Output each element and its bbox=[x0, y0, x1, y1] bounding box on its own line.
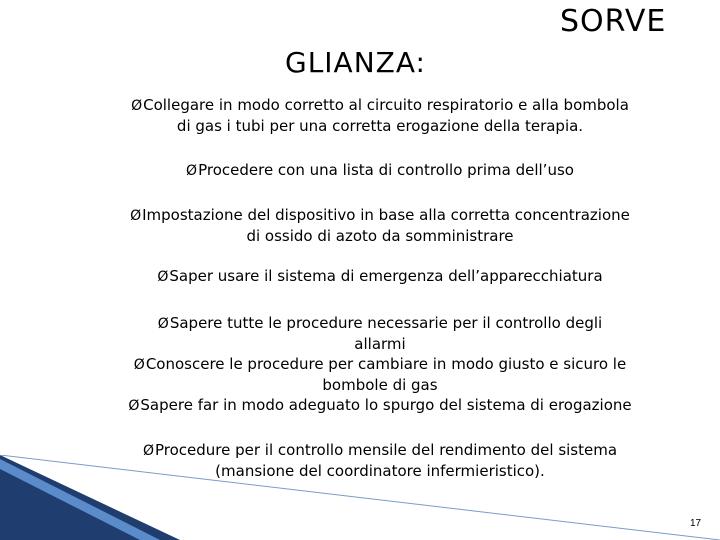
bullet-text: allarmi bbox=[354, 335, 406, 353]
bullet-text: Procedure per il controllo mensile del rendimento del sistema bbox=[154, 441, 618, 459]
bullet-text: Impostazione del dispositivo in base alla corretta concentrazione bbox=[142, 206, 630, 224]
footer-decoration bbox=[0, 455, 720, 540]
bullet-4 bbox=[100, 266, 660, 287]
bullet-1 bbox=[100, 95, 660, 136]
bullet-text: di gas i tubi per una corretta erogazione della terapia. bbox=[176, 117, 584, 135]
page-number: 17 bbox=[690, 518, 702, 529]
bullet-text: (mansione del coordinatore infermieristico). bbox=[215, 462, 545, 480]
bullet-text: Procedere con una lista di controllo prima dell’uso bbox=[198, 161, 574, 179]
arrow-bullet-icon: Ø bbox=[128, 398, 140, 414]
arrow-bullet-icon: Ø bbox=[133, 357, 145, 373]
bullet-text: Conoscere le procedure per cambiare in modo giusto e sicuro le bbox=[145, 355, 627, 373]
arrow-bullet-icon: Ø bbox=[131, 98, 143, 114]
arrow-bullet-icon: Ø bbox=[157, 316, 169, 332]
bullet-text: Saper usare il sistema di emergenza dell’apparecchiatura bbox=[169, 267, 603, 285]
arrow-bullet-icon: Ø bbox=[186, 163, 198, 179]
bullet-text: Sapere tutte le procedure necessarie per il controllo degli bbox=[169, 314, 603, 332]
arrow-bullet-icon: Ø bbox=[142, 443, 154, 459]
bullet-group bbox=[100, 313, 660, 416]
footer-stripe-dark bbox=[0, 455, 180, 540]
slide-title-right: SORVE bbox=[560, 4, 667, 39]
slide-title-left: GLIANZA: bbox=[285, 46, 426, 79]
arrow-bullet-icon: Ø bbox=[130, 208, 142, 224]
bullet-3 bbox=[100, 205, 660, 246]
bullet-2 bbox=[100, 160, 660, 181]
arrow-bullet-icon: Ø bbox=[157, 269, 169, 285]
bullet-text: bombole di gas bbox=[322, 376, 438, 394]
bullet-text: di ossido di azoto da somministrare bbox=[246, 227, 514, 245]
bullet-text: Collegare in modo corretto al circuito respiratorio e alla bombola bbox=[143, 96, 629, 114]
bullet-text: Sapere far in modo adeguato lo spurgo del sistema di erogazione bbox=[140, 396, 632, 414]
